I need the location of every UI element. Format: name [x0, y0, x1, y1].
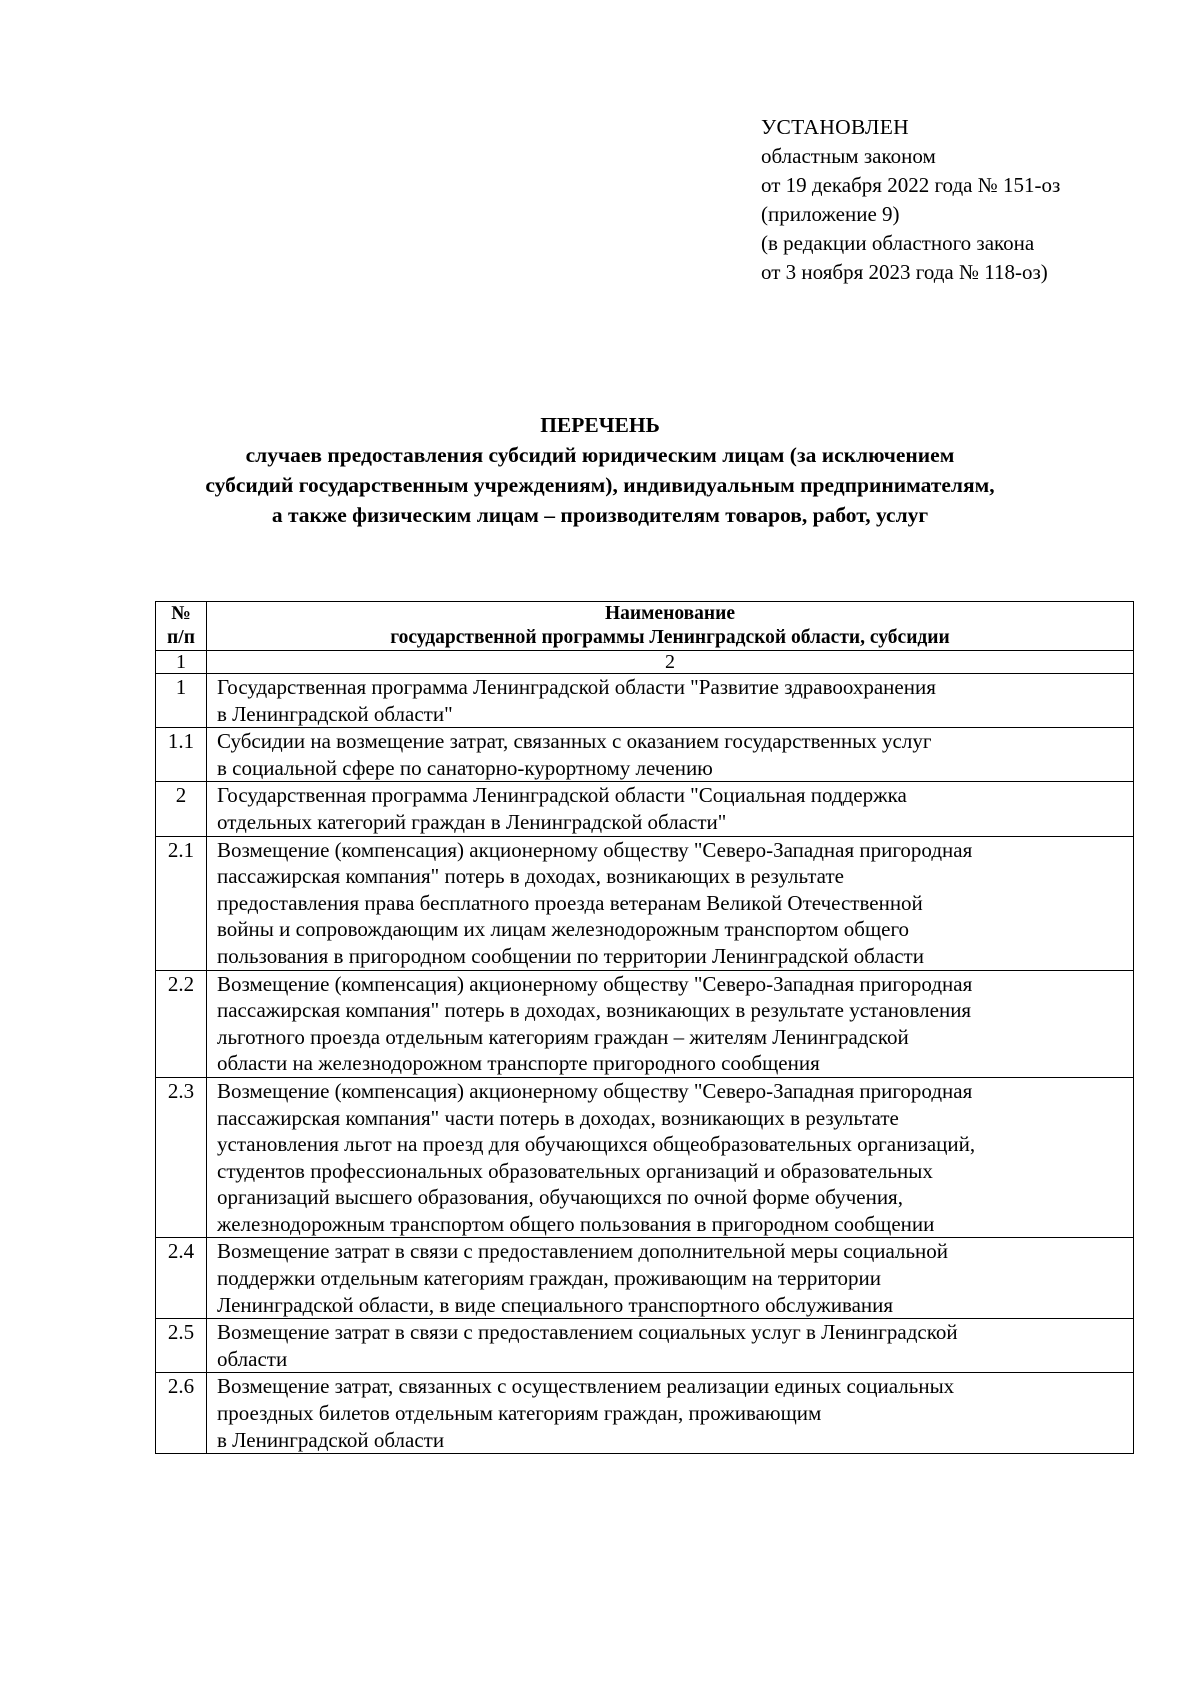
row-number-cell: 2: [156, 782, 207, 836]
table-row: [156, 1077, 1134, 1238]
row-name-line: проездных билетов отдельным категориям граждан, проживающим: [217, 1401, 822, 1426]
approval-line: (в редакции областного закона: [761, 231, 1035, 255]
row-name-line: Возмещение затрат, связанных с осуществлением реализации единых социальных: [217, 1374, 955, 1399]
title-line: субсидий государственным учреждениям), индивидуальным предпринимателям,: [205, 473, 995, 497]
table-row: [156, 1373, 1134, 1454]
row-name-cell: [207, 674, 1134, 728]
row-name-line: студентов профессиональных образовательных организаций и образовательных: [217, 1158, 933, 1183]
row-name-line: Возмещение (компенсация) акционерному обществу "Северо-Западная пригородная: [217, 971, 973, 996]
approval-line: областным законом: [761, 144, 936, 168]
approval-line: от 19 декабря 2022 года № 151-оз: [761, 173, 1061, 197]
column-index-row: [156, 651, 1134, 674]
row-name-line: Государственная программа Ленинградской области "Развитие здравоохранения: [217, 675, 936, 699]
row-number-cell: 1: [156, 674, 207, 728]
column-index-cell: 2: [207, 651, 1134, 674]
row-name-cell: [207, 1373, 1134, 1454]
row-name-line: Субсидии на возмещение затрат, связанных с оказанием государственных услуг: [217, 729, 932, 754]
row-name-line: Возмещение (компенсация) акционерному обществу "Северо-Западная пригородная: [217, 1078, 973, 1103]
title-heading: ПЕРЕЧЕНЬ: [540, 413, 660, 437]
header-num-line: п/п: [167, 627, 195, 648]
approval-line: (приложение 9): [761, 202, 900, 226]
table-body: [156, 651, 1134, 1454]
row-name-line: Государственная программа Ленинградской области "Социальная поддержка: [217, 783, 907, 808]
title-line: случаев предоставления субсидий юридическим лицам (за исключением: [245, 443, 955, 467]
title-line: а также физическим лицам – производителям товаров, работ, услуг: [271, 503, 929, 527]
row-name-line: войны и сопровождающим их лицам железнодорожным транспортом общего: [217, 917, 910, 942]
row-name-line: установления льгот на проезд для обучающихся общеобразовательных организаций,: [217, 1132, 976, 1157]
header-name-line: Наименование: [605, 603, 735, 624]
table-row: [156, 674, 1134, 728]
table-row: [156, 1319, 1134, 1373]
row-name-line: Возмещение затрат в связи с предоставлением дополнительной меры социальной: [217, 1239, 949, 1264]
row-name-cell: [207, 1077, 1134, 1238]
row-name-line: пассажирская компания" потерь в доходах, возникающих в результате установления: [217, 998, 972, 1023]
header-name-line: государственной программы Ленинградской области, субсидии: [390, 627, 950, 648]
row-name-cell: [207, 1319, 1134, 1373]
row-number-cell: 2.4: [156, 1238, 207, 1319]
row-name-line: Ленинградской области, в виде специального транспортного обслуживания: [217, 1292, 894, 1317]
row-number-cell: 2.5: [156, 1319, 207, 1373]
row-number-cell: 2.1: [156, 836, 207, 970]
row-name-cell: [207, 728, 1134, 782]
row-name-line: отдельных категорий граждан в Ленинградской области": [217, 809, 727, 834]
table-row: [156, 970, 1134, 1077]
table-row: [156, 728, 1134, 782]
header-name-cell: [207, 602, 1134, 651]
row-name-line: в Ленинградской области: [217, 1427, 445, 1452]
row-name-line: Возмещение (компенсация) акционерному обществу "Северо-Западная пригородная: [217, 837, 973, 862]
row-number-cell: 1.1: [156, 728, 207, 782]
row-name-line: области на железнодорожном транспорте пригородного сообщения: [217, 1051, 820, 1076]
table-row: [156, 782, 1134, 836]
row-name-cell: [207, 836, 1134, 970]
table-row: [156, 836, 1134, 970]
row-name-line: льготного проезда отдельным категориям граждан – жителям Ленинградской: [217, 1024, 909, 1049]
row-name-line: в Ленинградской области": [217, 701, 453, 726]
row-name-cell: [207, 1238, 1134, 1319]
approval-line: от 3 ноября 2023 года № 118-оз): [761, 260, 1048, 284]
header-num-line: №: [171, 603, 191, 624]
row-number-cell: 2.2: [156, 970, 207, 1077]
row-name-line: в социальной сфере по санаторно-курортному лечению: [217, 755, 713, 780]
row-name-line: железнодорожным транспортом общего пользования в пригородном сообщении: [217, 1211, 935, 1236]
row-number-cell: 2.3: [156, 1077, 207, 1238]
row-name-line: пассажирская компания" части потерь в доходах, возникающих в результате: [217, 1105, 899, 1130]
row-name-line: поддержки отдельным категориям граждан, проживающим на территории: [217, 1266, 881, 1291]
approval-line: УСТАНОВЛЕН: [761, 115, 909, 139]
row-name-line: организаций высшего образования, обучающихся по очной форме обучения,: [217, 1185, 903, 1210]
table-row: [156, 1238, 1134, 1319]
row-name-line: пассажирская компания" потерь в доходах, возникающих в результате: [217, 864, 844, 889]
row-name-line: пользования в пригородном сообщении по территории Ленинградской области: [217, 943, 924, 968]
header-num-cell: [156, 602, 207, 651]
row-name-line: Возмещение затрат в связи с предоставлением социальных услуг в Ленинградской: [217, 1320, 958, 1345]
row-name-line: предоставления права бесплатного проезда ветеранам Великой Отечественной: [217, 890, 923, 915]
subsidy-table: [155, 601, 1134, 1454]
table-header-row: [156, 602, 1134, 651]
row-name-line: области: [217, 1346, 288, 1371]
document-title: [0, 410, 1200, 530]
row-name-cell: [207, 782, 1134, 836]
row-number-cell: 2.6: [156, 1373, 207, 1454]
approval-stamp: [761, 113, 1060, 287]
column-index-cell: 1: [156, 651, 207, 674]
row-name-cell: [207, 970, 1134, 1077]
